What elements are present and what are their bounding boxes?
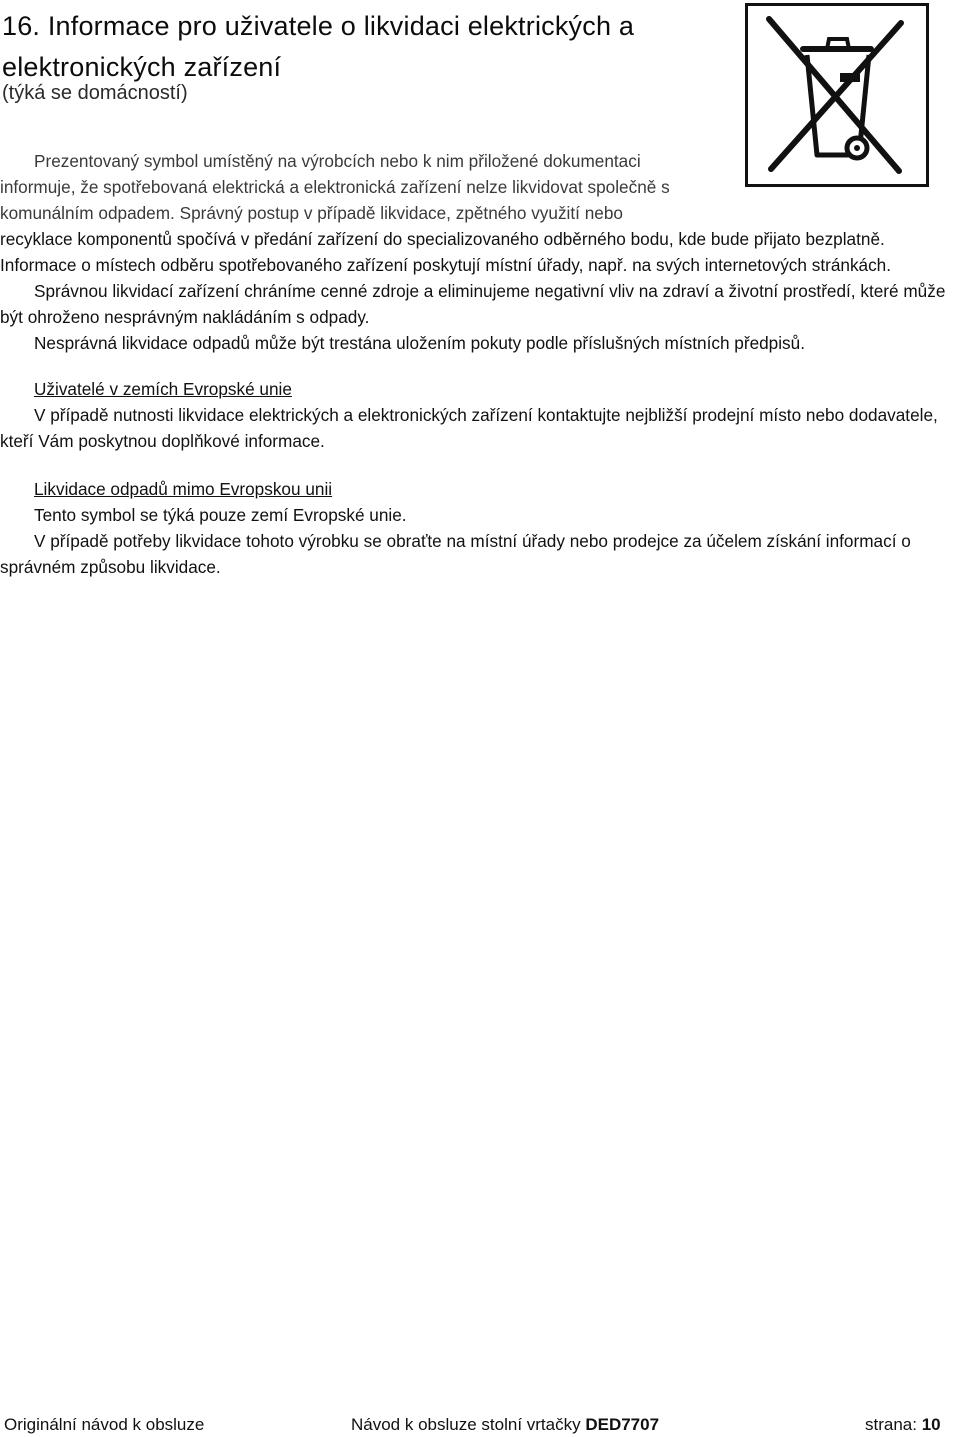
paragraph-line: recyklace komponentů spočívá v předání zařízení do specializovaného odběrného bodu, kde bude přijato bezplatně.: [0, 229, 885, 249]
section-heading: Uživatelé v zemích Evropské unie: [34, 379, 292, 399]
footer-page-label: strana:: [865, 1415, 922, 1434]
paragraph-line: Nesprávná likvidace odpadů může být trestána uložením pokuty podle příslušných místních předpisů.: [34, 333, 805, 353]
section-line: V případě nutnosti likvidace elektrických a elektronických zařízení kontaktujte nejbližší prodejní místo nebo dodavatele,: [34, 405, 938, 425]
footer-model: DED7707: [585, 1415, 660, 1434]
section-eu: [0, 376, 960, 454]
footer-manual-title: Návod k obsluze stolní vrtačky: [351, 1415, 586, 1434]
intro-line: komunálním odpadem. Správný postup v případě likvidace, zpětného využití nebo: [0, 203, 623, 223]
section-line: V případě potřeby likvidace tohoto výrobku se obraťte na místní úřady nebo prodejce za účelem získání informací o: [34, 531, 911, 551]
footer-left-text: Originální návod k obsluze: [4, 1415, 205, 1434]
footer-page-value: 10: [921, 1415, 941, 1434]
paragraph-line: Informace o místech odběru spotřebovaného zařízení poskytují místní úřady, např. na svých internetových stránkách.: [0, 255, 892, 275]
intro-line: Prezentovaný symbol umístěný na výrobcích nebo k nim přiložené dokumentaci: [34, 151, 641, 171]
section-heading: Likvidace odpadů mimo Evropskou unii: [34, 479, 333, 499]
page-title: 16. Informace pro uživatele o likvidaci elektrických a elektronických zařízení: [2, 11, 635, 82]
paragraph-line: být ohroženo nesprávným nakládáním s odpady.: [0, 307, 370, 327]
paragraph-line: Správnou likvidací zařízení chráníme cenné zdroje a eliminujeme negativní vliv na zdraví a životní prostředí, které může: [34, 281, 946, 301]
page-footer: [0, 1413, 960, 1437]
intro-paragraph: [0, 148, 740, 226]
section-line: kteří Vám poskytnou doplňkové informace.: [0, 431, 325, 451]
main-paragraphs: [0, 226, 960, 356]
crossed-out-wheelie-bin-icon: [745, 3, 929, 187]
footer-page-number: [865, 1413, 941, 1437]
weee-symbol: [745, 3, 929, 187]
page-subtitle: (týká se domácností): [2, 82, 188, 104]
section-line: správném způsobu likvidace.: [0, 557, 221, 577]
footer-center-text: [351, 1413, 659, 1437]
section-non-eu: [0, 476, 960, 580]
intro-line: informuje, že spotřebovaná elektrická a elektronická zařízení nelze likvidovat společně s: [0, 177, 670, 197]
section-line: Tento symbol se týká pouze zemí Evropské unie.: [34, 505, 407, 525]
